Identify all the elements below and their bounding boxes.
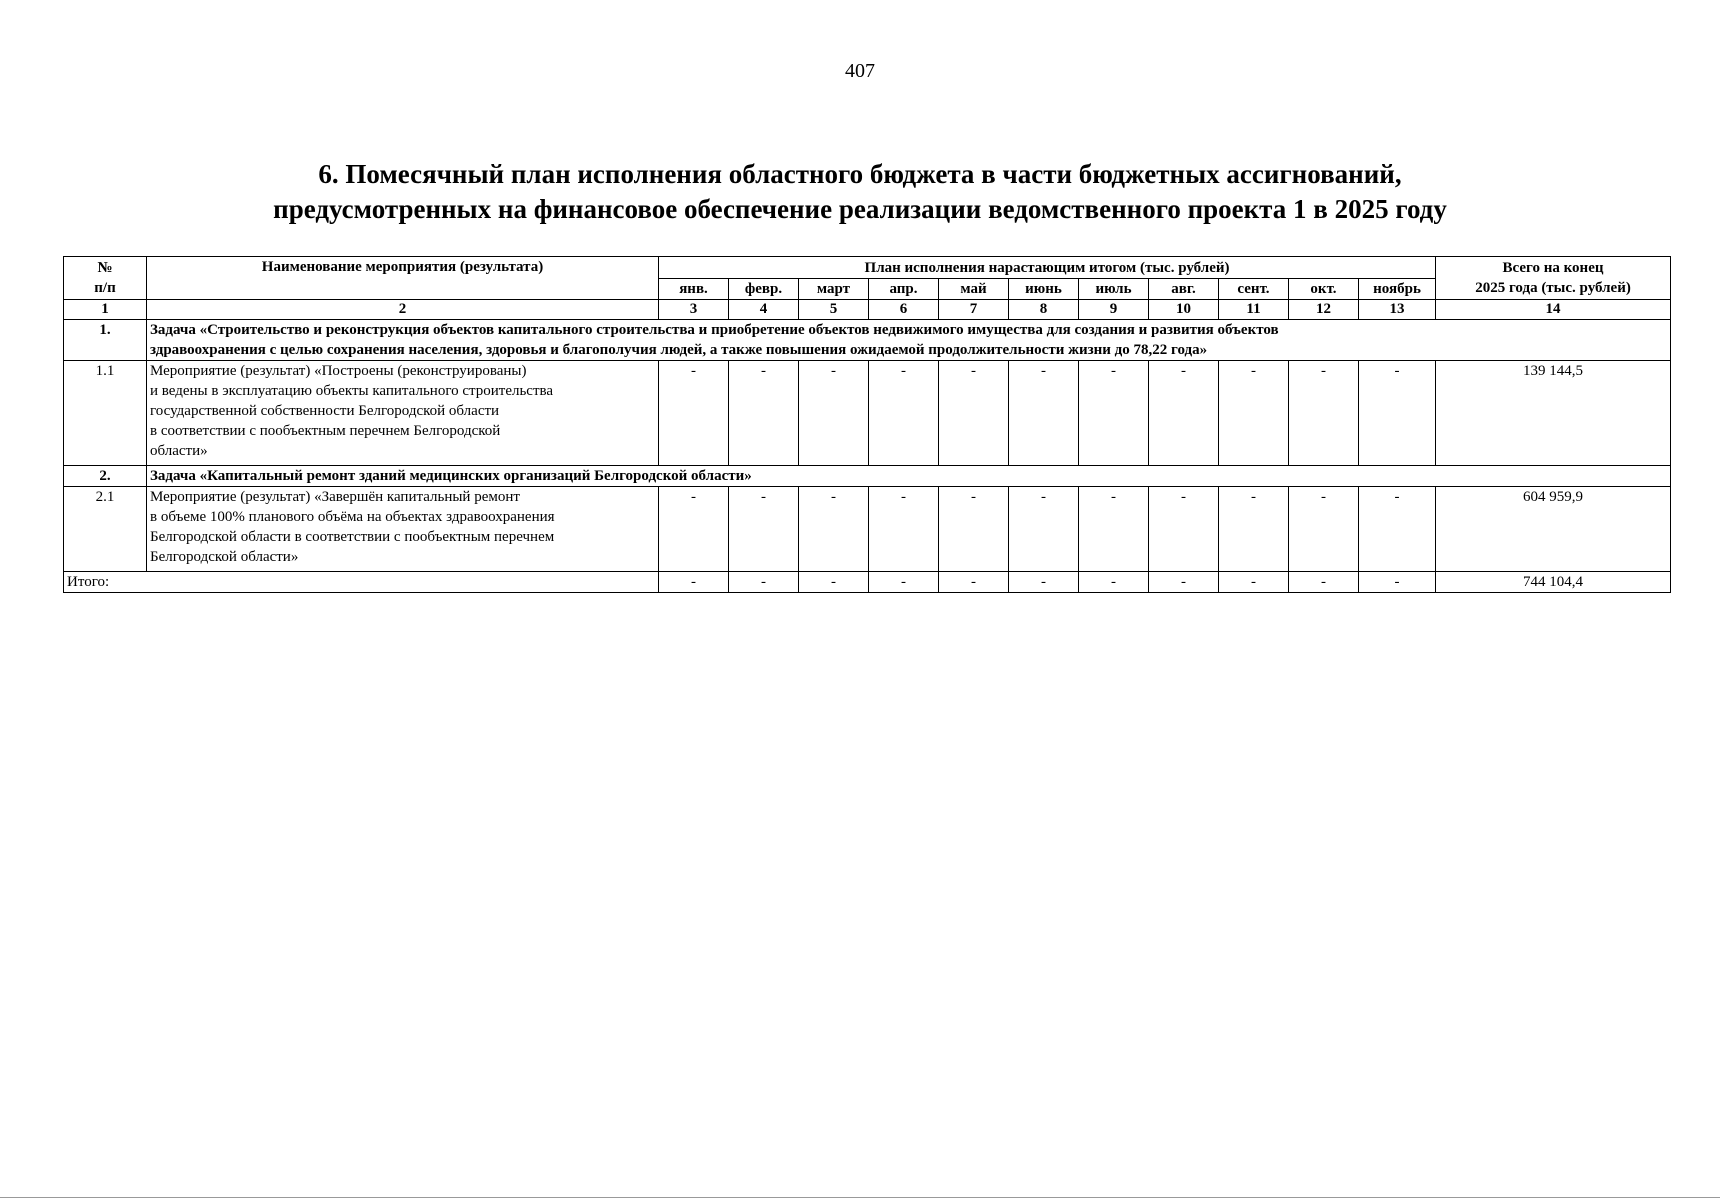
row-2-1-num: 2.1 [64, 487, 147, 572]
column-number: 10 [1149, 300, 1219, 320]
column-number: 5 [799, 300, 869, 320]
task-row-2 [64, 466, 1671, 487]
row-2-1-month-value: - [1289, 487, 1359, 572]
total-month-value: - [1289, 572, 1359, 593]
column-number: 1 [64, 300, 147, 320]
column-number: 14 [1436, 300, 1671, 320]
month-mar: март [799, 279, 869, 300]
row-1-1-month-value: - [1079, 361, 1149, 466]
column-number: 13 [1359, 300, 1436, 320]
column-number: 12 [1289, 300, 1359, 320]
task-2-num: 2. [64, 466, 147, 487]
table-row-1-1 [64, 361, 1671, 466]
month-oct: окт. [1289, 279, 1359, 300]
column-number: 3 [659, 300, 729, 320]
month-apr: апр. [869, 279, 939, 300]
column-number: 8 [1009, 300, 1079, 320]
header-plan-cell: План исполнения нарастающим итогом (тыс. рублей) [659, 257, 1436, 279]
row-1-1-name [147, 361, 659, 466]
row-1-1-month-value: - [869, 361, 939, 466]
month-nov: ноябрь [1359, 279, 1436, 300]
task-1-num: 1. [64, 320, 147, 361]
row-1-1-month-value: - [1219, 361, 1289, 466]
row-2-1-month-value: - [1219, 487, 1289, 572]
total-label: Итого: [64, 572, 659, 593]
row-2-1-month-value: - [1359, 487, 1436, 572]
row-1-1-total: 139 144,5 [1436, 361, 1671, 466]
grand-total: 744 104,4 [1436, 572, 1671, 593]
row-2-1-month-value: - [659, 487, 729, 572]
month-may: май [939, 279, 1009, 300]
budget-plan-table [63, 256, 1671, 593]
title-line-1: 6. Помесячный план исполнения областного бюджета в части бюджетных ассигнований, [318, 159, 1402, 189]
total-row [64, 572, 1671, 593]
page-bottom-edge [0, 1197, 1720, 1198]
row-2-1-month-value: - [1149, 487, 1219, 572]
row-1-1-name-line: и ведены в эксплуатацию объекты капитального строительства [150, 383, 554, 399]
task-1-text-line1: Задача «Строительство и реконструкция объектов капитального строительства и приобретение объектов недвижимого имущества для создания и развития объектов [150, 322, 1279, 338]
row-1-1-name-line: области» [150, 443, 208, 459]
row-1-1-month-value: - [1009, 361, 1079, 466]
row-1-1-month-value: - [1149, 361, 1219, 466]
row-2-1-month-value: - [799, 487, 869, 572]
row-2-1-month-value: - [939, 487, 1009, 572]
header-num-line1: № [97, 260, 113, 276]
task-1-text [147, 320, 1671, 361]
task-1-text-line2: здравоохранения с целью сохранения населения, здоровья и благополучия людей, а также повышения ожидаемой продолжительности жизни до 78,22 года» [150, 342, 1208, 358]
row-2-1-name-line: Мероприятие (результат) «Завершён капитальный ремонт [150, 489, 520, 505]
row-2-1-month-value: - [1009, 487, 1079, 572]
row-2-1-name-line: Белгородской области» [150, 549, 299, 565]
total-month-value: - [869, 572, 939, 593]
month-jan: янв. [659, 279, 729, 300]
header-total-line2: 2025 года (тыс. рублей) [1475, 280, 1631, 296]
row-1-1-num: 1.1 [64, 361, 147, 466]
row-2-1-name-line: Белгородской области в соответствии с пообъектным перечнем [150, 529, 555, 545]
month-aug: авг. [1149, 279, 1219, 300]
month-sep: сент. [1219, 279, 1289, 300]
column-number: 11 [1219, 300, 1289, 320]
month-jul: июль [1079, 279, 1149, 300]
row-2-1-month-value: - [869, 487, 939, 572]
month-jun: июнь [1009, 279, 1079, 300]
total-month-value: - [1359, 572, 1436, 593]
row-1-1-month-value: - [729, 361, 799, 466]
document-title [0, 157, 1720, 227]
row-2-1-month-value: - [1079, 487, 1149, 572]
row-1-1-month-value: - [659, 361, 729, 466]
column-number: 7 [939, 300, 1009, 320]
month-feb: февр. [729, 279, 799, 300]
total-month-value: - [939, 572, 1009, 593]
task-row-1 [64, 320, 1671, 361]
row-1-1-month-value: - [799, 361, 869, 466]
column-number: 6 [869, 300, 939, 320]
table-row-2-1 [64, 487, 1671, 572]
total-month-value: - [1009, 572, 1079, 593]
column-number: 4 [729, 300, 799, 320]
total-month-value: - [659, 572, 729, 593]
task-2-text: Задача «Капитальный ремонт зданий медицинских организаций Белгородской области» [147, 466, 1671, 487]
row-2-1-name-line: в объеме 100% планового объёма на объектах здравоохранения [150, 509, 555, 525]
row-2-1-name [147, 487, 659, 572]
row-2-1-month-value: - [729, 487, 799, 572]
total-month-value: - [729, 572, 799, 593]
page-number: 407 [845, 60, 875, 82]
total-month-value: - [1219, 572, 1289, 593]
row-1-1-month-value: - [1359, 361, 1436, 466]
row-1-1-name-line: Мероприятие (результат) «Построены (реконструированы) [150, 363, 527, 379]
column-number-row [64, 300, 1671, 320]
header-name-cell: Наименование мероприятия (результата) [147, 257, 659, 300]
row-2-1-total: 604 959,9 [1436, 487, 1671, 572]
total-month-value: - [799, 572, 869, 593]
total-month-value: - [1149, 572, 1219, 593]
row-1-1-name-line: в соответствии с пообъектным перечнем Белгородской [150, 423, 501, 439]
column-number: 2 [147, 300, 659, 320]
row-1-1-month-value: - [939, 361, 1009, 466]
header-num-line2: п/п [94, 280, 116, 296]
header-total-line1: Всего на конец [1502, 260, 1604, 276]
header-num-cell [64, 257, 147, 300]
title-line-2: предусмотренных на финансовое обеспечение реализации ведомственного проекта 1 в 2025 году [273, 194, 1447, 224]
row-1-1-name-line: государственной собственности Белгородской области [150, 403, 500, 419]
header-row-1 [64, 257, 1671, 279]
row-1-1-month-value: - [1289, 361, 1359, 466]
total-month-value: - [1079, 572, 1149, 593]
header-total-cell [1436, 257, 1671, 300]
column-number: 9 [1079, 300, 1149, 320]
